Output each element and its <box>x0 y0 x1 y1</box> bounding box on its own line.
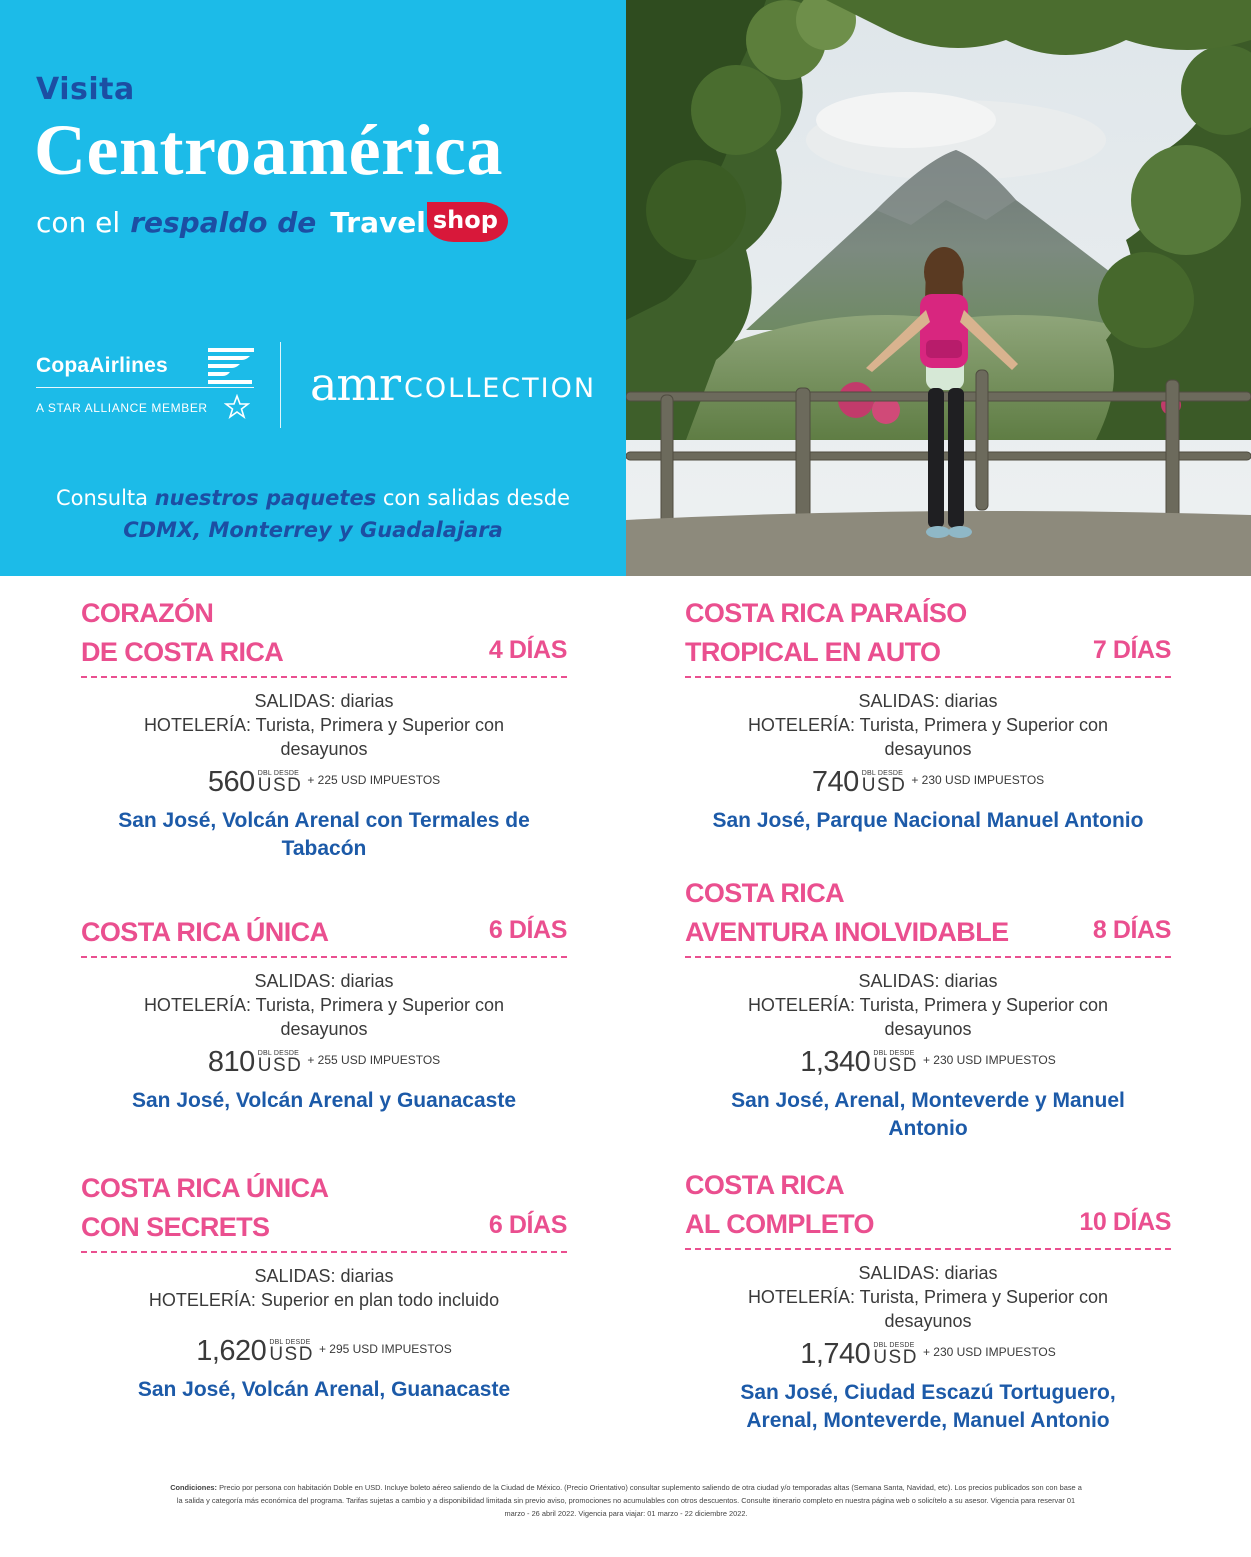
package-price <box>81 1043 567 1077</box>
price-taxes: + 230 USD IMPUESTOS <box>911 773 1045 787</box>
price-currency: USD <box>257 1055 303 1076</box>
package-card[interactable] <box>685 874 1171 1143</box>
package-route <box>81 1087 567 1115</box>
price-currency: USD <box>873 1347 918 1368</box>
package-departures: SALIDAS: diarias <box>254 971 394 991</box>
package-title <box>685 594 1171 672</box>
price-taxes: + 230 USD IMPUESTOS <box>922 1053 1056 1067</box>
subline-prefix: con el <box>36 205 121 239</box>
package-card[interactable] <box>685 1166 1171 1435</box>
package-card[interactable] <box>81 913 567 1115</box>
package-hotel: desayunos <box>280 739 368 759</box>
price-currency: USD <box>873 1055 918 1076</box>
route-line: San José, Volcán Arenal y Guanacaste <box>132 1089 516 1112</box>
route-line: San José, Arenal, Monteverde y Manuel <box>731 1089 1125 1112</box>
price-taxes: + 225 USD IMPUESTOS <box>307 773 441 787</box>
package-days: 6 DÍAS <box>488 1211 567 1239</box>
package-hotel: HOTELERÍA: Turista, Primera y Superior con <box>143 715 505 735</box>
price-currency: USD <box>861 775 907 796</box>
price-amount: 1,340 <box>800 1046 871 1078</box>
package-route <box>685 1379 1171 1435</box>
departure-cities: CDMX, Monterrey y Guadalajara <box>123 518 503 542</box>
package-title <box>81 913 567 952</box>
route-line: San José, Volcán Arenal, Guanacaste <box>137 1378 511 1401</box>
package-card[interactable] <box>685 594 1171 835</box>
package-title <box>81 594 567 672</box>
price-basis: DBL DESDE <box>257 770 299 777</box>
package-route <box>685 1087 1171 1143</box>
package-hotel-spacer <box>81 1312 567 1330</box>
dashed-divider <box>685 1248 1171 1250</box>
dashed-divider <box>685 956 1171 958</box>
package-departures: SALIDAS: diarias <box>858 971 998 991</box>
hero-photo <box>626 0 1251 576</box>
price-amount: 1,620 <box>196 1335 267 1367</box>
package-days: 7 DÍAS <box>1092 636 1171 664</box>
package-title <box>685 874 1171 952</box>
hero-panel <box>0 0 626 576</box>
package-title-line: COSTA RICA ÚNICA <box>81 917 329 947</box>
price-unit <box>873 1342 918 1367</box>
departures-emphasis: nuestros paquetes <box>154 486 377 510</box>
package-days: 10 DÍAS <box>1079 1208 1171 1236</box>
package-details <box>685 969 1171 1077</box>
package-hotel: desayunos <box>884 1311 972 1331</box>
package-title-line: COSTA RICA PARAÍSO <box>685 598 967 628</box>
price-unit <box>258 770 303 795</box>
package-details <box>81 689 567 797</box>
package-departures: SALIDAS: diarias <box>254 1266 394 1286</box>
route-line: Antonio <box>888 1117 968 1140</box>
star-alliance-icon <box>224 394 250 420</box>
departures-prefix: Consulta <box>56 486 149 510</box>
departures-note <box>0 482 626 546</box>
copa-name: CopaAirlines <box>36 354 168 377</box>
route-line: San José, Volcán Arenal con Termales de <box>118 809 530 832</box>
price-currency: USD <box>269 1344 314 1365</box>
package-hotel: desayunos <box>884 739 972 759</box>
package-hotel: HOTELERÍA: Turista, Primera y Superior con <box>747 1287 1109 1307</box>
package-price <box>685 763 1171 797</box>
package-details <box>685 1261 1171 1369</box>
package-title <box>685 1166 1171 1244</box>
volcano-traveler-illustration <box>626 0 1251 576</box>
price-basis: DBL DESDE <box>861 770 903 777</box>
price-unit <box>873 1050 918 1075</box>
package-title-line: TROPICAL EN AUTO <box>685 637 941 667</box>
price-unit <box>862 770 907 795</box>
package-details <box>81 969 567 1077</box>
price-amount: 810 <box>207 1046 255 1078</box>
route-line: San José, Parque Nacional Manuel Antonio <box>712 809 1144 832</box>
travelshop-logo-shop: shop <box>427 202 508 242</box>
amr-mark: amr <box>310 357 401 411</box>
package-hotel: HOTELERÍA: Turista, Primera y Superior con <box>747 715 1109 735</box>
package-hotel: HOTELERÍA: Turista, Primera y Superior con <box>747 995 1109 1015</box>
terms-and-conditions <box>170 1481 1082 1520</box>
package-days: 8 DÍAS <box>1092 916 1171 944</box>
price-unit <box>269 1339 314 1364</box>
price-taxes: + 255 USD IMPUESTOS <box>307 1053 441 1067</box>
package-departures: SALIDAS: diarias <box>858 1263 998 1283</box>
travelshop-logo-travel: Travel <box>330 205 426 239</box>
subline-emphasis: respaldo de <box>130 205 317 239</box>
package-hotel: HOTELERÍA: Superior en plan todo incluido <box>148 1290 500 1310</box>
package-title-line: COSTA RICA <box>685 1170 844 1200</box>
price-amount: 740 <box>811 766 859 798</box>
copa-tagline: A STAR ALLIANCE MEMBER <box>36 401 208 415</box>
route-line: Arenal, Monteverde, Manuel Antonio <box>746 1409 1110 1432</box>
package-days: 4 DÍAS <box>488 636 567 664</box>
package-hotel: desayunos <box>884 1019 972 1039</box>
dashed-divider <box>685 676 1171 678</box>
package-details <box>685 689 1171 797</box>
package-title-line: COSTA RICA <box>685 878 844 908</box>
copa-wing-icon <box>206 346 258 386</box>
dashed-divider <box>81 1251 567 1253</box>
hero-kicker: Visita <box>36 72 135 107</box>
package-departures: SALIDAS: diarias <box>858 691 998 711</box>
package-card[interactable] <box>81 594 567 863</box>
package-title-line: CORAZÓN <box>81 598 214 628</box>
hero-subline <box>36 200 508 244</box>
package-title <box>81 1169 567 1247</box>
logo-divider <box>280 342 281 428</box>
package-details <box>81 1264 567 1366</box>
terms-text: Precio por persona con habitación Doble en USD. Incluye boleto aéreo saliendo de la Ciudad de México. (Precio Orientativo) consultar suplemento saliendo de otra ciudad y/o temporadas altas (Semana Santa, Navidad, etc). Los precios publicados son con base a la salida y categoría más económica del programa. Tarifas sujetas a cambio y a disponibilidad limitada sin previo aviso, promociones no acumulables con otros descuentos. Consulte itinerario completo en nuestra página web o solicítelo a su asesor. Vigencia para reservar 01 marzo - 26 abril 2022. Vigencia para viajar: 01 marzo - 22 diciembre 2022. <box>176 1483 1082 1518</box>
dashed-divider <box>81 676 567 678</box>
copa-airlines-logo <box>36 346 268 426</box>
package-title-line: COSTA RICA ÚNICA <box>81 1173 329 1203</box>
hero-headline: Centroamérica <box>34 110 503 190</box>
package-route <box>685 807 1171 835</box>
price-taxes: + 230 USD IMPUESTOS <box>922 1345 1056 1359</box>
package-title-line: DE COSTA RICA <box>81 637 284 667</box>
package-route <box>81 1376 567 1404</box>
package-price <box>81 763 567 797</box>
package-price <box>81 1332 567 1366</box>
package-hotel: HOTELERÍA: Turista, Primera y Superior con <box>143 995 505 1015</box>
price-currency: USD <box>257 775 303 796</box>
package-days: 6 DÍAS <box>488 916 567 944</box>
price-basis: DBL DESDE <box>873 1342 915 1349</box>
dashed-divider <box>81 956 567 958</box>
package-route <box>81 807 567 863</box>
departures-suffix: con salidas desde <box>382 486 570 510</box>
package-title-line: AVENTURA INOLVIDABLE <box>685 917 1009 947</box>
package-hotel: desayunos <box>280 1019 368 1039</box>
package-title-line: AL COMPLETO <box>685 1209 874 1239</box>
route-line: San José, Ciudad Escazú Tortuguero, <box>740 1381 1116 1404</box>
price-basis: DBL DESDE <box>257 1050 299 1057</box>
price-amount: 560 <box>207 766 255 798</box>
package-departures: SALIDAS: diarias <box>254 691 394 711</box>
terms-label: Condiciones: <box>170 1483 217 1492</box>
package-price <box>685 1043 1171 1077</box>
package-title-line: CON SECRETS <box>81 1212 270 1242</box>
route-line: Tabacón <box>281 837 367 860</box>
price-amount: 1,740 <box>800 1338 871 1370</box>
amr-collection-logo <box>310 357 597 411</box>
price-basis: DBL DESDE <box>873 1050 915 1057</box>
package-card[interactable] <box>81 1169 567 1404</box>
price-unit <box>258 1050 303 1075</box>
amr-word: COLLECTION <box>404 373 597 404</box>
price-taxes: + 295 USD IMPUESTOS <box>318 1342 452 1356</box>
package-price <box>685 1335 1171 1369</box>
price-basis: DBL DESDE <box>269 1339 311 1346</box>
copa-rule <box>36 387 254 388</box>
